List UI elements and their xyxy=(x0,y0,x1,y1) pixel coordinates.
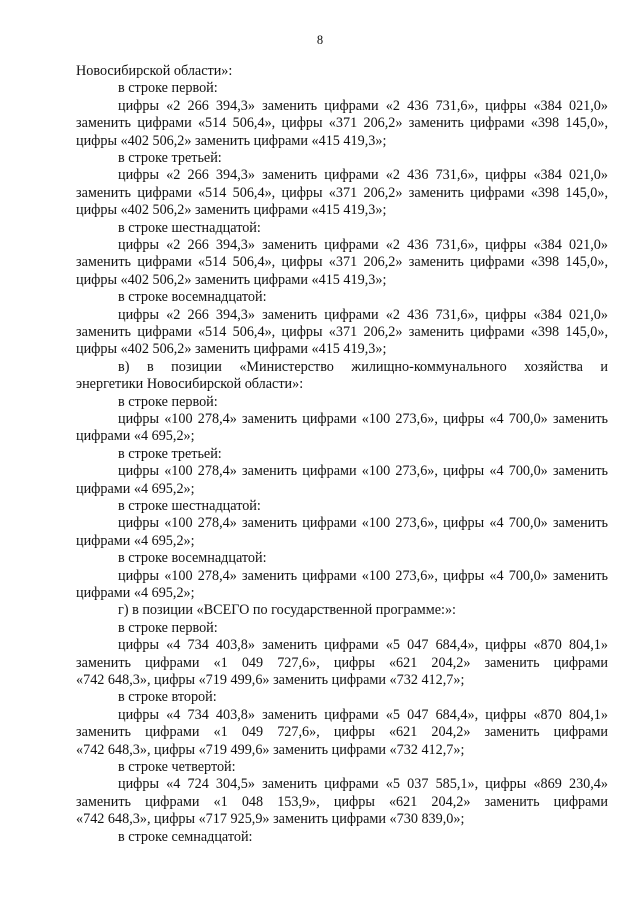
text-line: цифры «100 278,4» заменить цифрами «100 273,6», цифры «4 700,0» заменить xyxy=(118,411,608,427)
text-line: в строке первой: xyxy=(118,619,218,636)
text-line: в строке второй: xyxy=(118,689,217,706)
text-line: цифры «2 266 394,3» заменить цифрами «2 436 731,6», цифры «384 021,0» xyxy=(118,97,608,114)
text-line: в строке восемнадцатой: xyxy=(118,289,267,306)
text-line: цифрами «4 695,2»; xyxy=(76,585,195,601)
text-line: цифры «402 506,2» заменить цифрами «415 419,3»; xyxy=(76,271,387,288)
text-line: цифры «2 266 394,3» заменить цифрами «2 436 731,6», цифры «384 021,0» xyxy=(118,306,608,323)
text-line: в строке четвертой: xyxy=(118,759,236,775)
text-line: заменить цифрами «514 506,4», цифры «371 206,2» заменить цифрами «398 145,0», xyxy=(76,184,608,201)
text-line: энергетики Новосибирской области»: xyxy=(76,376,304,393)
text-line: цифры «402 506,2» заменить цифрами «415 419,3»; xyxy=(76,341,387,358)
text-line: цифры «100 278,4» заменить цифрами «100 273,6», цифры «4 700,0» заменить xyxy=(118,515,608,532)
text-line: в) в позиции «Министерство жилищно-коммунального хозяйства и xyxy=(118,358,608,375)
text-line: в строке третьей: xyxy=(118,445,222,462)
text-line: в строке первой: xyxy=(118,393,218,410)
text-line: в строке восемнадцатой: xyxy=(118,550,267,567)
text-line: заменить цифрами «1 049 727,6», цифры «621 204,2» заменить цифрами xyxy=(76,654,608,671)
text-line: цифры «100 278,4» заменить цифрами «100 273,6», цифры «4 700,0» заменить xyxy=(118,463,608,480)
text-line: цифры «2 266 394,3» заменить цифрами «2 436 731,6», цифры «384 021,0» xyxy=(118,167,608,184)
text-line: цифры «4 734 403,8» заменить цифрами «5 047 684,4», цифры «870 804,1» xyxy=(118,706,608,723)
text-line: цифрами «4 695,2»; xyxy=(76,532,195,549)
text-line: заменить цифрами «514 506,4», цифры «371 206,2» заменить цифрами «398 145,0», xyxy=(76,115,608,132)
text-line: цифры «100 278,4» заменить цифрами «100 273,6», цифры «4 700,0» заменить xyxy=(118,567,608,584)
text-line: в строке первой: xyxy=(118,80,218,97)
text-line: цифры «4 724 304,5» заменить цифрами «5 037 585,1», цифры «869 230,4» xyxy=(118,776,608,793)
text-line: цифры «402 506,2» заменить цифрами «415 419,3»; xyxy=(76,202,387,219)
text-line: в строке шестнадцатой: xyxy=(118,219,261,236)
text-line: Новосибирской области»: xyxy=(76,63,233,79)
text-line: заменить цифрами «1 048 153,9», цифры «621 204,2» заменить цифрами xyxy=(76,793,608,810)
page-number: 8 xyxy=(316,33,324,47)
text-line: заменить цифрами «1 049 727,6», цифры «621 204,2» заменить цифрами xyxy=(76,724,608,741)
text-line: заменить цифрами «514 506,4», цифры «371 206,2» заменить цифрами «398 145,0», xyxy=(76,324,608,340)
text-line: цифрами «4 695,2»; xyxy=(76,480,195,497)
text-line: «742 648,3», цифры «719 499,6» заменить цифрами «732 412,7»; xyxy=(76,672,465,688)
text-line: «742 648,3», цифры «717 925,9» заменить цифрами «730 839,0»; xyxy=(76,811,465,828)
text-line: г) в позиции «ВСЕГО по государственной программе:»: xyxy=(118,602,456,619)
text-line: цифры «2 266 394,3» заменить цифрами «2 436 731,6», цифры «384 021,0» xyxy=(118,237,608,253)
text-line: в строке семнадцатой: xyxy=(118,828,253,845)
text-line: «742 648,3», цифры «719 499,6» заменить цифрами «732 412,7»; xyxy=(76,741,465,758)
text-line: цифрами «4 695,2»; xyxy=(76,428,195,445)
text-line: цифры «402 506,2» заменить цифрами «415 419,3»; xyxy=(76,132,387,149)
text-line: заменить цифрами «514 506,4», цифры «371 206,2» заменить цифрами «398 145,0», xyxy=(76,254,608,271)
text-line: в строке шестнадцатой: xyxy=(118,498,261,514)
text-line: в строке третьей: xyxy=(118,150,222,166)
text-line: цифры «4 734 403,8» заменить цифрами «5 047 684,4», цифры «870 804,1» xyxy=(118,637,608,654)
